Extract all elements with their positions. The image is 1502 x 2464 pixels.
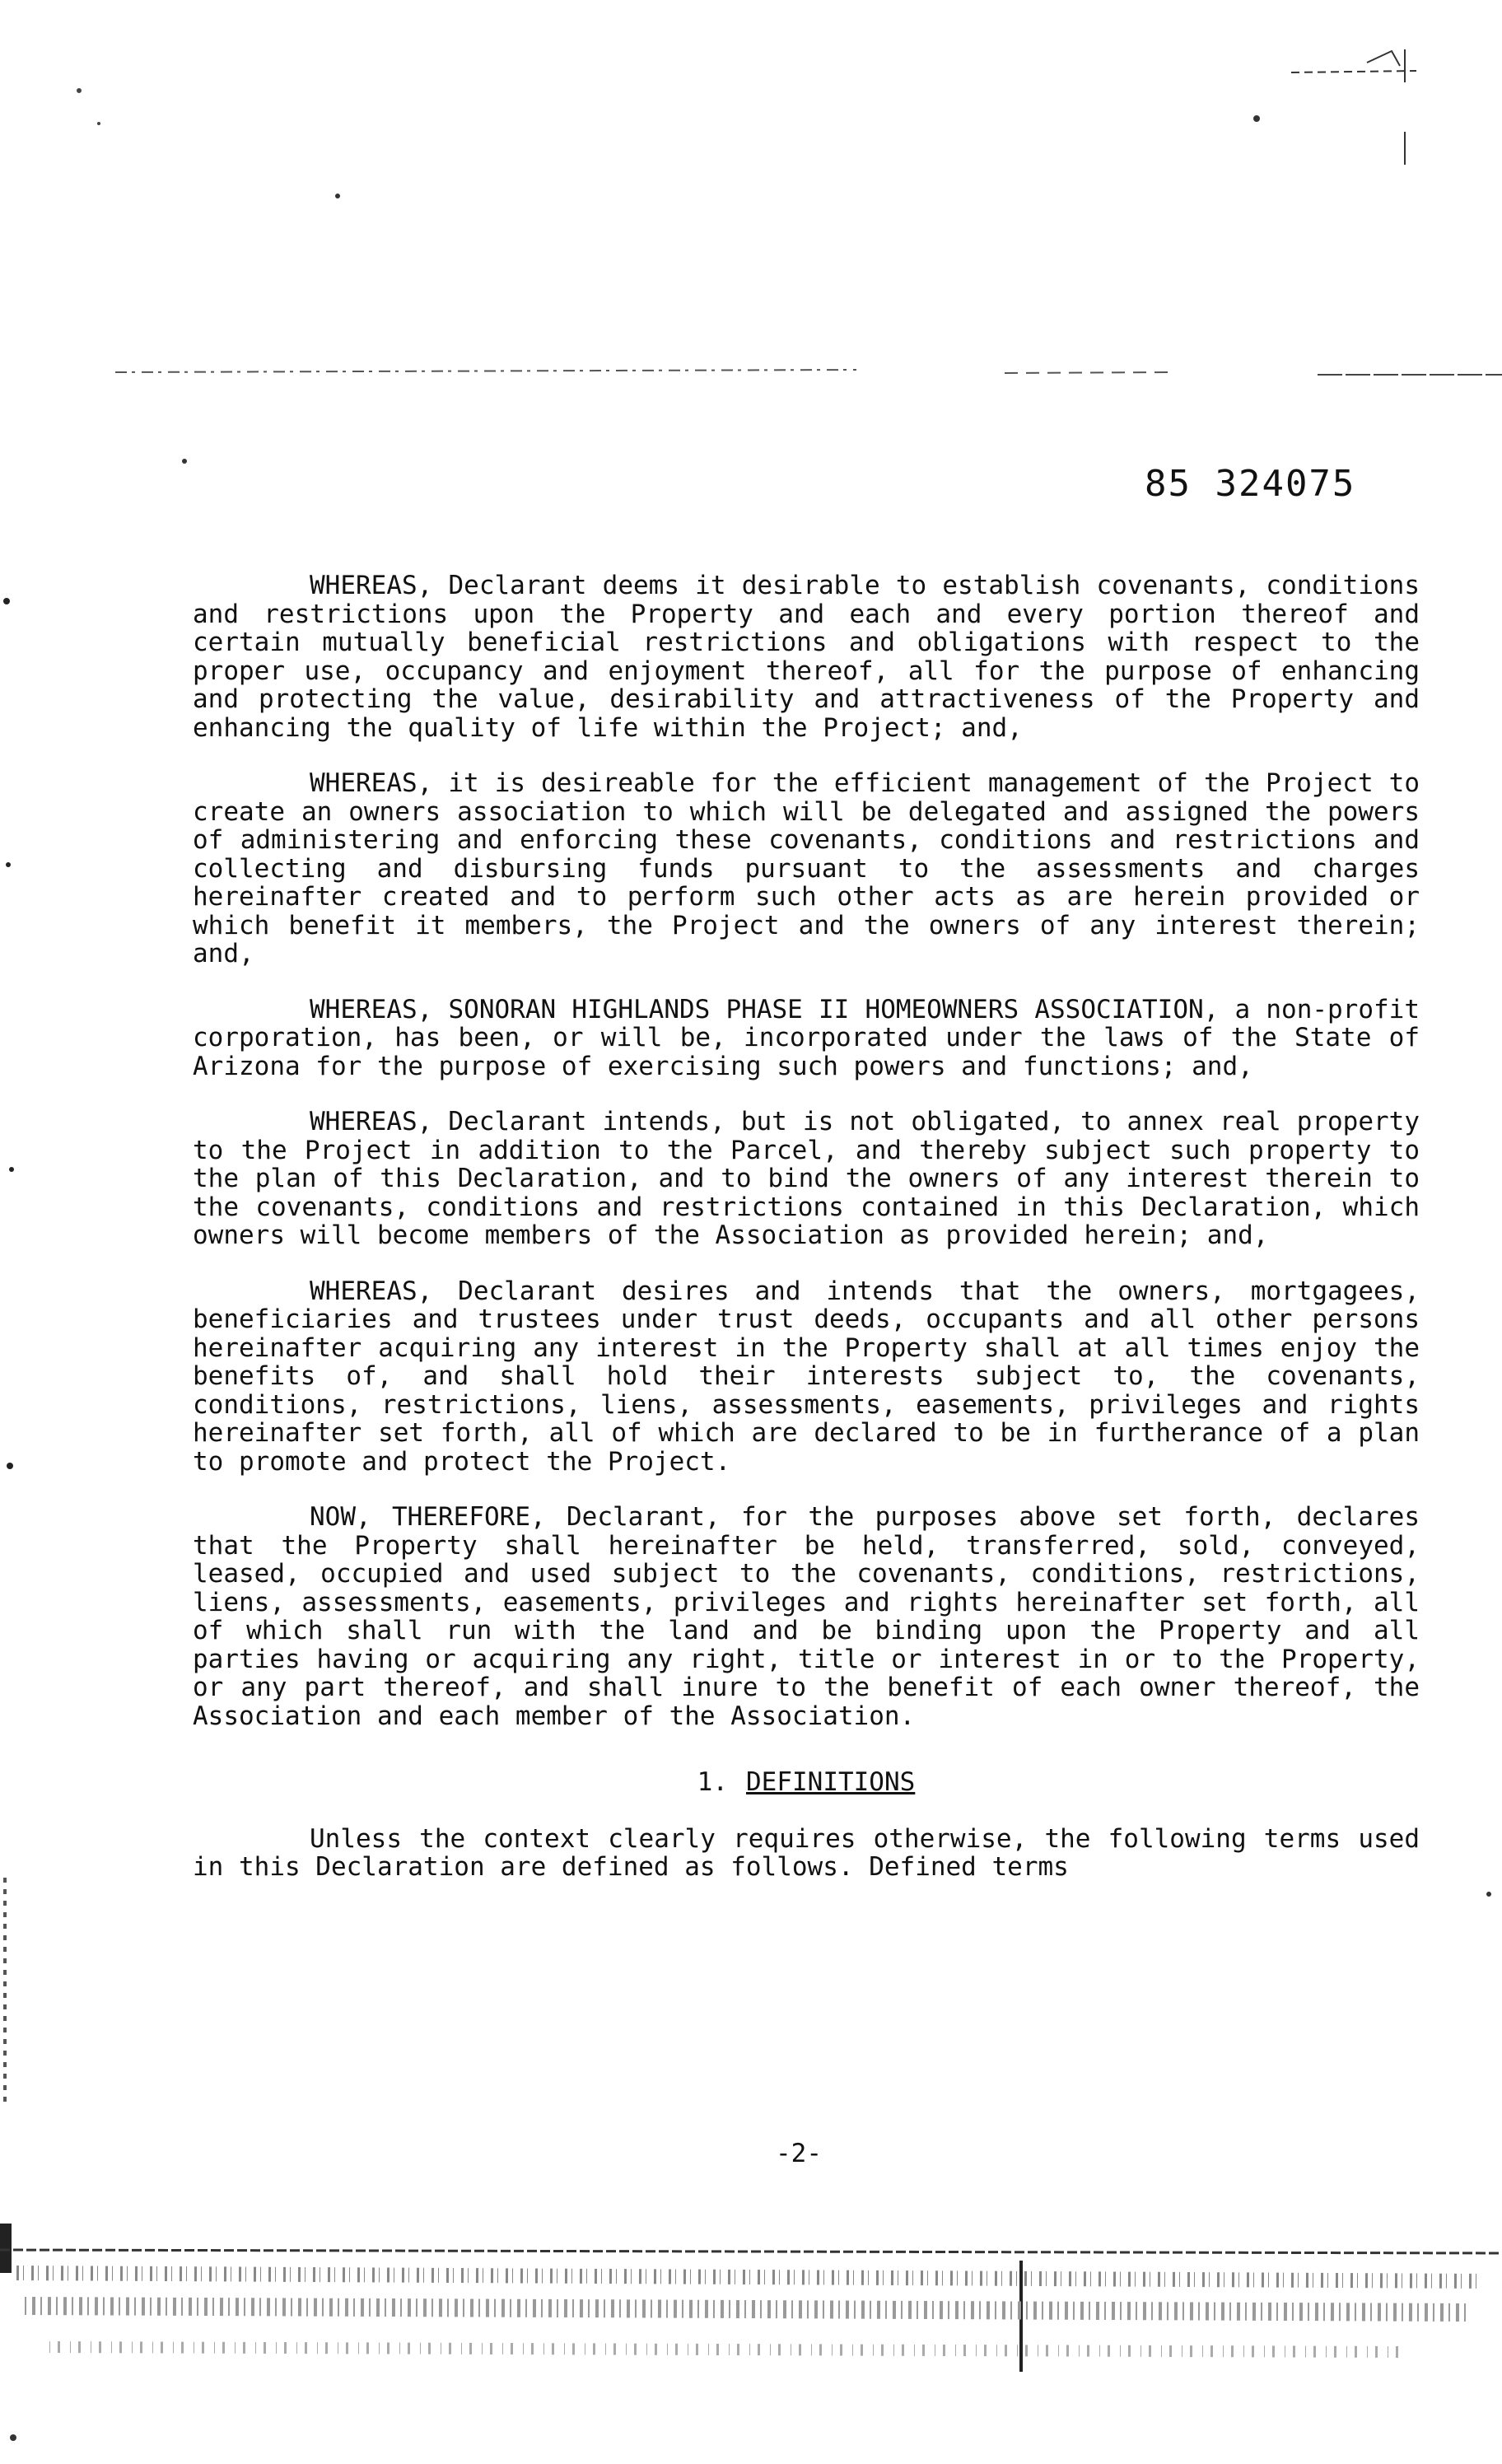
- page-number: -2-: [776, 2139, 822, 2168]
- recital-paragraph: WHEREAS, it is desireable for the efficient management of the Project to create an owners association to which will be delegated and assigned the powers of administering and enforcing these covenants, conditions and restrictions and collecting and disbursing funds pursuant to the assessments and charges hereinafter created and to perform such other acts as are herein provided or which benefit it members, the Project and the owners of any interest therein; and,: [193, 768, 1420, 968]
- document-body: [193, 572, 1420, 1882]
- recital-paragraph: WHEREAS, Declarant intends, but is not obligated, to annex real property to the Project in addition to the Parcel, and thereby subject such property to the plan of this Declaration, and to bind the owners of any interest therein to the covenants, conditions and restrictions contained in this Declaration, which owners will become members of the Association as provided herein; and,: [193, 1107, 1420, 1250]
- section-number: 1.: [697, 1767, 728, 1797]
- section-title: DEFINITIONS: [746, 1767, 916, 1797]
- recital-paragraph: WHEREAS, SONORAN HIGHLANDS PHASE II HOMEOWNERS ASSOCIATION, a non-profit corporation, has been, or will be, incorporated under the laws of the State of Arizona for the purpose of exercising such powers and functions; and,: [193, 994, 1420, 1081]
- definitions-intro: Unless the context clearly requires otherwise, the following terms used in this Declaration are defined as follows. Defined terms: [193, 1823, 1420, 1882]
- recital-paragraph: WHEREAS, Declarant deems it desirable to establish covenants, conditions and restrictions upon the Property and each and every portion thereof and certain mutually beneficial restrictions and obligations with respect to the proper use, occupancy and enjoyment thereof, all for the purpose of enhancing and protecting the value, desirability and attractiveness of the Property and enhancing the quality of life within the Project; and,: [193, 571, 1420, 743]
- recital-paragraph: WHEREAS, Declarant desires and intends that the owners, mortgagees, beneficiaries and trustees under trust deeds, occupants and all other persons hereinafter acquiring any interest in the Property shall at all times enjoy the benefits of, and shall hold their interests subject to, the covenants, conditions, restrictions, liens, assessments, easements, privileges and rights hereinafter set forth, all of which are declared to be in furtherance of a plan to promote and protect the Project.: [193, 1276, 1420, 1477]
- recording-number: 85 324075: [1145, 463, 1356, 505]
- section-heading: [193, 1768, 1420, 1797]
- therefore-paragraph: NOW, THEREFORE, Declarant, for the purposes above set forth, declares that the Property shall hereinafter be held, transferred, sold, conveyed, leased, occupied and used subject to the covenants, conditions, restrictions, liens, assessments, easements, privileges and rights hereinafter set forth, all of which shall run with the land and be binding upon the Property and all parties having or acquiring any right, title or interest in or to the Property, or any part thereof, and shall inure to the benefit of each owner thereof, the Association and each member of the Association.: [193, 1502, 1420, 1731]
